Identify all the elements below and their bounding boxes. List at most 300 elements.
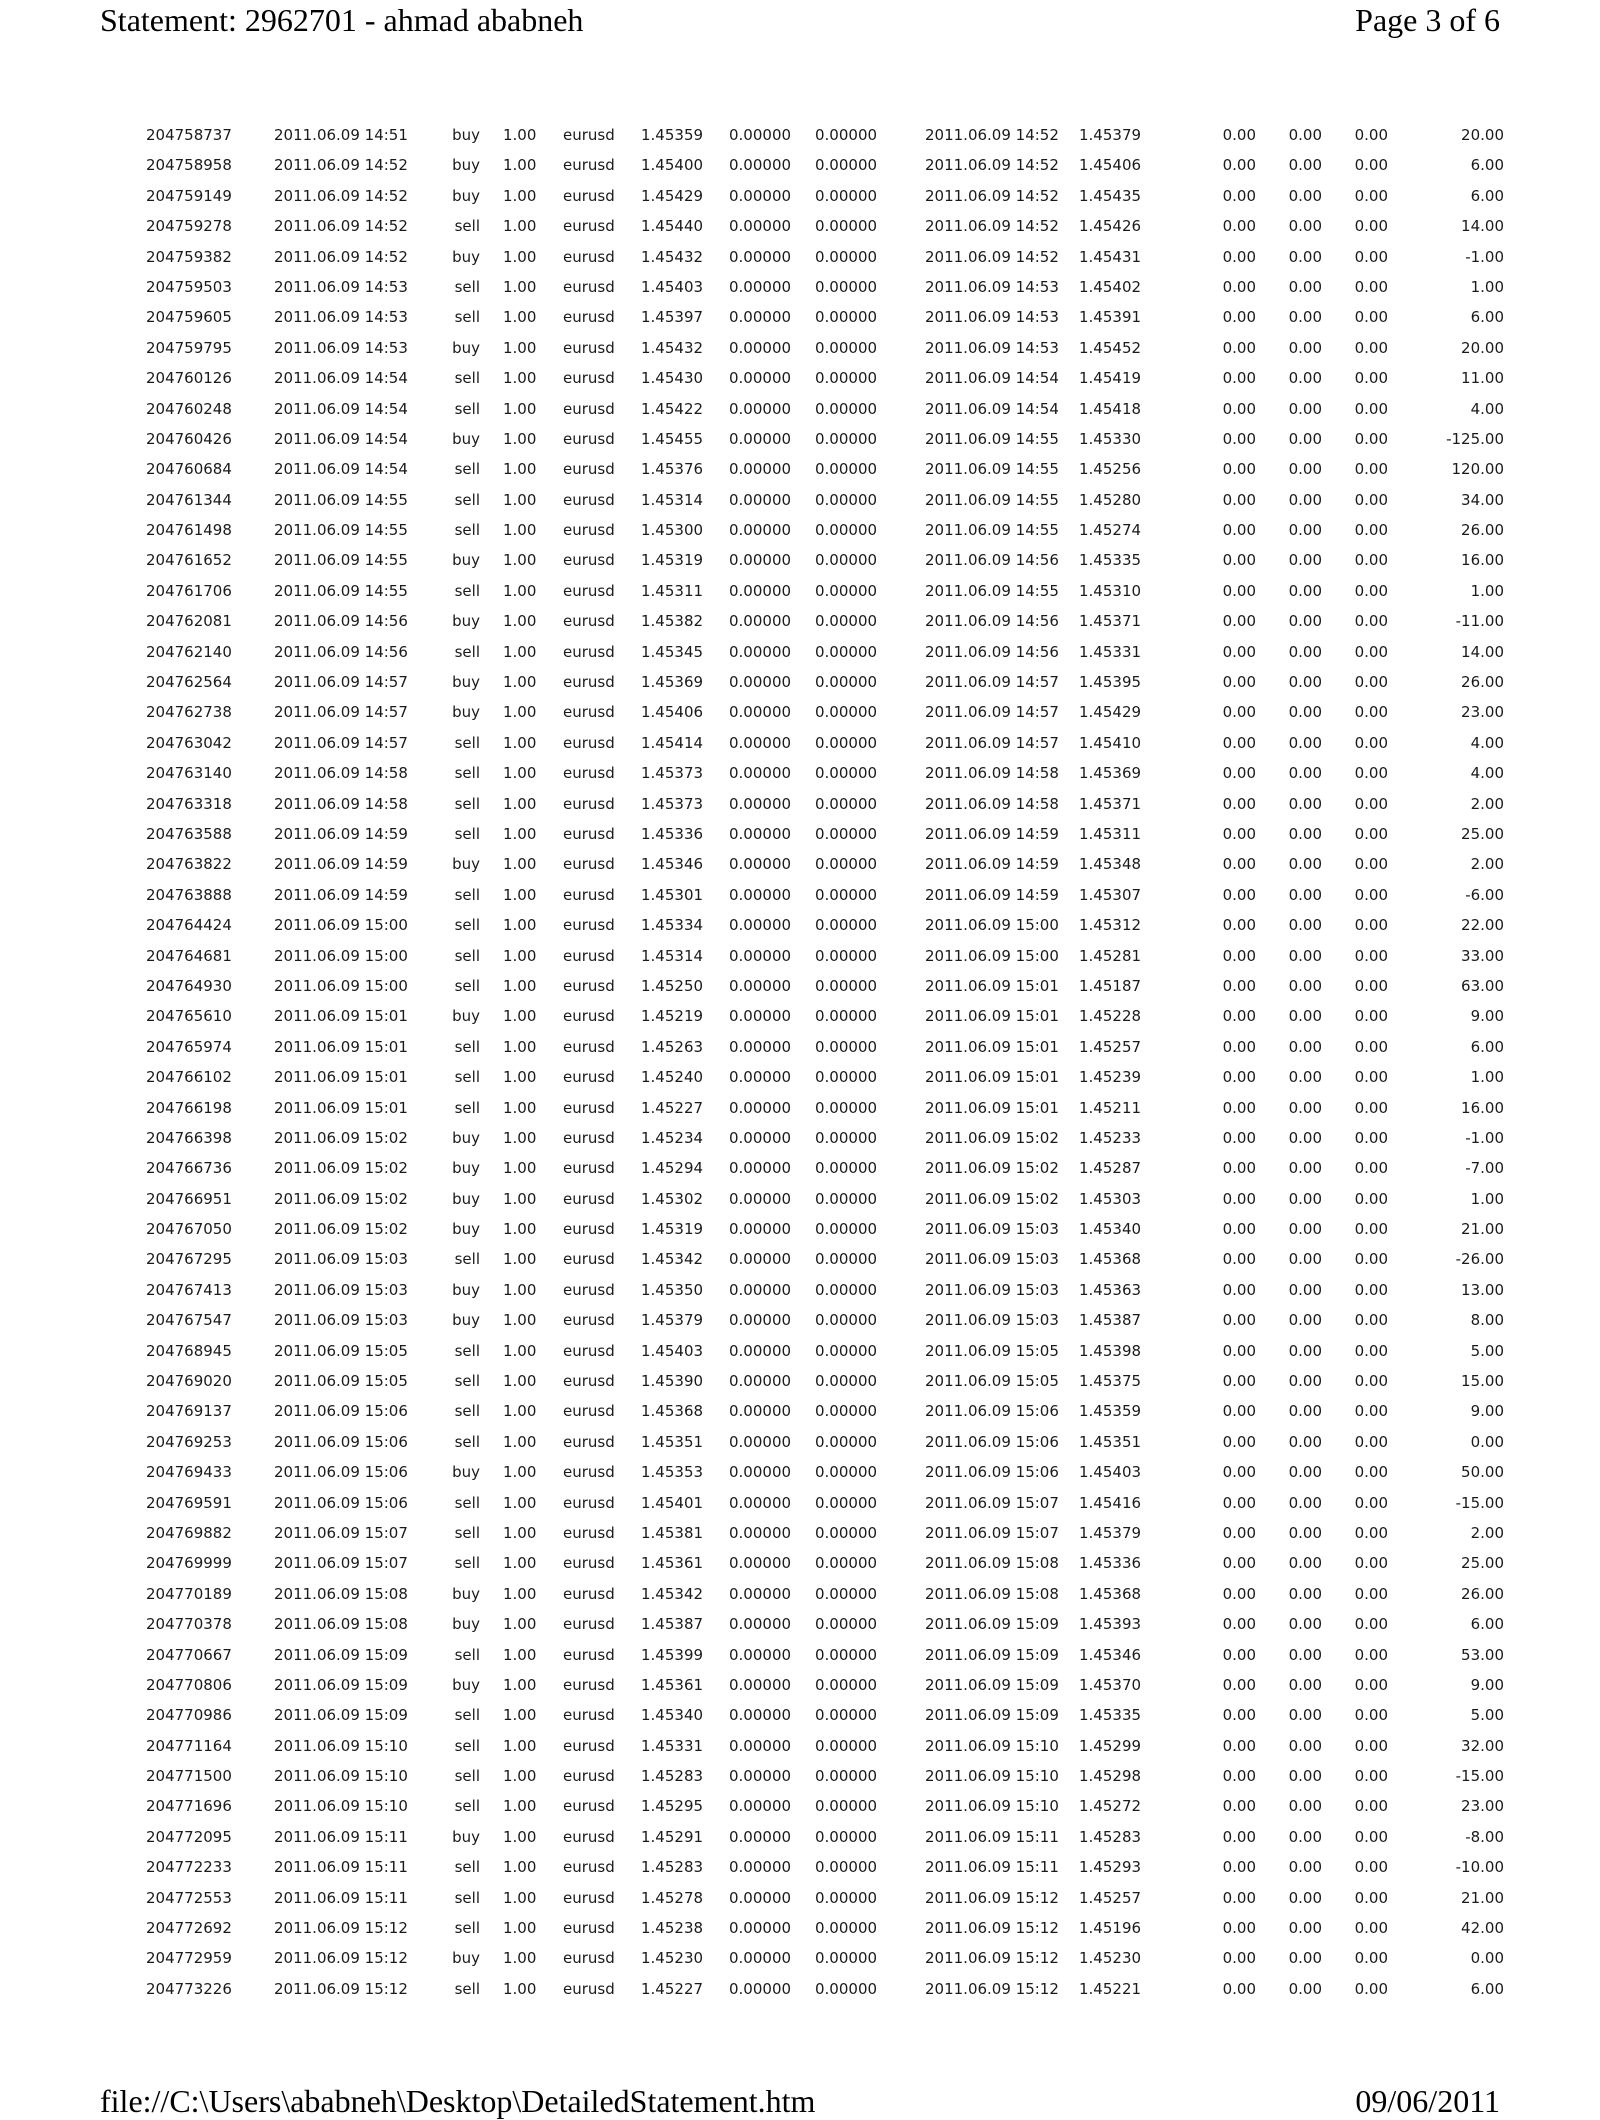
stop-loss-cell: 0.00000 [729, 673, 792, 692]
profit-cell: 5.00 [1470, 1341, 1504, 1360]
stop-loss-cell: 0.00000 [729, 460, 792, 479]
open-price-cell: 1.45336 [641, 824, 704, 843]
profit-cell: 6.00 [1470, 308, 1504, 327]
open-price-cell: 1.45230 [641, 1949, 704, 1968]
close-time-cell: 2011.06.09 15:09 [925, 1706, 1059, 1725]
close-time-cell: 2011.06.09 15:12 [925, 1888, 1059, 1907]
take-profit-cell: 0.00000 [815, 642, 878, 661]
table-row [0, 302, 1600, 332]
type-cell: sell [454, 581, 480, 600]
table-row [0, 1093, 1600, 1123]
profit-cell: 23.00 [1461, 1797, 1504, 1816]
table-row [0, 424, 1600, 454]
taxes-cell: 0.00 [1288, 186, 1322, 205]
type-cell: buy [452, 1311, 480, 1330]
type-cell: sell [454, 976, 480, 995]
size-cell: 1.00 [503, 186, 537, 205]
item-cell: eurusd [563, 916, 615, 935]
close-time-cell: 2011.06.09 14:53 [925, 308, 1059, 327]
open-price-cell: 1.45376 [641, 460, 704, 479]
profit-cell: 6.00 [1470, 1037, 1504, 1056]
close-time-cell: 2011.06.09 14:57 [925, 673, 1059, 692]
open-time-cell: 2011.06.09 15:08 [274, 1615, 408, 1634]
stop-loss-cell: 0.00000 [729, 1979, 792, 1998]
commission-cell: 0.00 [1222, 1706, 1256, 1725]
taxes-cell: 0.00 [1288, 521, 1322, 540]
type-cell: buy [452, 1220, 480, 1239]
ticket-cell: 204766198 [146, 1098, 232, 1117]
stop-loss-cell: 0.00000 [729, 824, 792, 843]
taxes-cell: 0.00 [1288, 1919, 1322, 1938]
profit-cell: 11.00 [1461, 369, 1504, 388]
close-price-cell: 1.45387 [1079, 1311, 1142, 1330]
profit-cell: 21.00 [1461, 1888, 1504, 1907]
item-cell: eurusd [563, 612, 615, 631]
commission-cell: 0.00 [1222, 1736, 1256, 1755]
size-cell: 1.00 [503, 1007, 537, 1026]
profit-cell: 13.00 [1461, 1280, 1504, 1299]
type-cell: sell [454, 1919, 480, 1938]
type-cell: sell [454, 1250, 480, 1269]
open-price-cell: 1.45432 [641, 338, 704, 357]
type-cell: buy [452, 338, 480, 357]
stop-loss-cell: 0.00000 [729, 338, 792, 357]
open-time-cell: 2011.06.09 15:02 [274, 1220, 408, 1239]
commission-cell: 0.00 [1222, 217, 1256, 236]
swap-cell: 0.00 [1354, 1706, 1388, 1725]
close-time-cell: 2011.06.09 14:54 [925, 399, 1059, 418]
table-row [0, 1579, 1600, 1609]
ticket-cell: 204767413 [146, 1280, 232, 1299]
profit-cell: 0.00 [1470, 1432, 1504, 1451]
swap-cell: 0.00 [1354, 1128, 1388, 1147]
close-time-cell: 2011.06.09 15:01 [925, 1007, 1059, 1026]
taxes-cell: 0.00 [1288, 1159, 1322, 1178]
close-time-cell: 2011.06.09 14:56 [925, 642, 1059, 661]
close-time-cell: 2011.06.09 14:59 [925, 855, 1059, 874]
ticket-cell: 204761344 [146, 490, 232, 509]
open-time-cell: 2011.06.09 15:09 [274, 1675, 408, 1694]
size-cell: 1.00 [503, 1827, 537, 1846]
stop-loss-cell: 0.00000 [729, 1372, 792, 1391]
taxes-cell: 0.00 [1288, 369, 1322, 388]
stop-loss-cell: 0.00000 [729, 1159, 792, 1178]
taxes-cell: 0.00 [1288, 126, 1322, 144]
swap-cell: 0.00 [1354, 1311, 1388, 1330]
commission-cell: 0.00 [1222, 916, 1256, 935]
profit-cell: -15.00 [1455, 1767, 1504, 1786]
type-cell: sell [454, 1706, 480, 1725]
close-price-cell: 1.45312 [1079, 916, 1142, 935]
open-time-cell: 2011.06.09 15:11 [274, 1827, 408, 1846]
taxes-cell: 0.00 [1288, 1341, 1322, 1360]
swap-cell: 0.00 [1354, 1767, 1388, 1786]
ticket-cell: 204770986 [146, 1706, 232, 1725]
ticket-cell: 204760126 [146, 369, 232, 388]
item-cell: eurusd [563, 277, 615, 296]
ticket-cell: 204764930 [146, 976, 232, 995]
swap-cell: 0.00 [1354, 1432, 1388, 1451]
ticket-cell: 204766951 [146, 1189, 232, 1208]
stop-loss-cell: 0.00000 [729, 1523, 792, 1542]
item-cell: eurusd [563, 1372, 615, 1391]
type-cell: sell [454, 824, 480, 843]
commission-cell: 0.00 [1222, 308, 1256, 327]
open-price-cell: 1.45400 [641, 156, 704, 175]
open-price-cell: 1.45359 [641, 126, 704, 144]
commission-cell: 0.00 [1222, 733, 1256, 752]
type-cell: sell [454, 277, 480, 296]
size-cell: 1.00 [503, 642, 537, 661]
commission-cell: 0.00 [1222, 824, 1256, 843]
taxes-cell: 0.00 [1288, 703, 1322, 722]
profit-cell: 2.00 [1470, 794, 1504, 813]
ticket-cell: 204772233 [146, 1858, 232, 1877]
taxes-cell: 0.00 [1288, 1979, 1322, 1998]
type-cell: buy [452, 855, 480, 874]
swap-cell: 0.00 [1354, 1919, 1388, 1938]
profit-cell: 6.00 [1470, 156, 1504, 175]
open-price-cell: 1.45382 [641, 612, 704, 631]
stop-loss-cell: 0.00000 [729, 946, 792, 965]
size-cell: 1.00 [503, 429, 537, 448]
taxes-cell: 0.00 [1288, 764, 1322, 783]
table-row [0, 1488, 1600, 1518]
commission-cell: 0.00 [1222, 1493, 1256, 1512]
ticket-cell: 204758958 [146, 156, 232, 175]
profit-cell: 34.00 [1461, 490, 1504, 509]
item-cell: eurusd [563, 976, 615, 995]
profit-cell: 16.00 [1461, 551, 1504, 570]
stop-loss-cell: 0.00000 [729, 217, 792, 236]
swap-cell: 0.00 [1354, 703, 1388, 722]
profit-cell: 16.00 [1461, 1098, 1504, 1117]
type-cell: buy [452, 1949, 480, 1968]
type-cell: sell [454, 460, 480, 479]
close-price-cell: 1.45196 [1079, 1919, 1142, 1938]
type-cell: buy [452, 673, 480, 692]
item-cell: eurusd [563, 1584, 615, 1603]
profit-cell: 5.00 [1470, 1706, 1504, 1725]
open-time-cell: 2011.06.09 14:55 [274, 551, 408, 570]
item-cell: eurusd [563, 1068, 615, 1087]
size-cell: 1.00 [503, 1797, 537, 1816]
commission-cell: 0.00 [1222, 976, 1256, 995]
size-cell: 1.00 [503, 1068, 537, 1087]
stop-loss-cell: 0.00000 [729, 1007, 792, 1026]
ticket-cell: 204759503 [146, 277, 232, 296]
swap-cell: 0.00 [1354, 1979, 1388, 1998]
table-row [0, 242, 1600, 272]
taxes-cell: 0.00 [1288, 976, 1322, 995]
commission-cell: 0.00 [1222, 551, 1256, 570]
commission-cell: 0.00 [1222, 1068, 1256, 1087]
take-profit-cell: 0.00000 [815, 581, 878, 600]
take-profit-cell: 0.00000 [815, 794, 878, 813]
stop-loss-cell: 0.00000 [729, 551, 792, 570]
commission-cell: 0.00 [1222, 855, 1256, 874]
commission-cell: 0.00 [1222, 1037, 1256, 1056]
close-time-cell: 2011.06.09 15:06 [925, 1402, 1059, 1421]
type-cell: buy [452, 429, 480, 448]
type-cell: sell [454, 1098, 480, 1117]
stop-loss-cell: 0.00000 [729, 521, 792, 540]
stop-loss-cell: 0.00000 [729, 1554, 792, 1573]
close-time-cell: 2011.06.09 14:53 [925, 277, 1059, 296]
open-price-cell: 1.45345 [641, 642, 704, 661]
size-cell: 1.00 [503, 338, 537, 357]
take-profit-cell: 0.00000 [815, 521, 878, 540]
table-row [0, 1214, 1600, 1244]
ticket-cell: 204760684 [146, 460, 232, 479]
swap-cell: 0.00 [1354, 247, 1388, 266]
take-profit-cell: 0.00000 [815, 824, 878, 843]
type-cell: sell [454, 369, 480, 388]
stop-loss-cell: 0.00000 [729, 1949, 792, 1968]
taxes-cell: 0.00 [1288, 824, 1322, 843]
size-cell: 1.00 [503, 1037, 537, 1056]
close-time-cell: 2011.06.09 14:54 [925, 369, 1059, 388]
type-cell: buy [452, 1007, 480, 1026]
table-row [0, 1275, 1600, 1305]
open-time-cell: 2011.06.09 15:10 [274, 1767, 408, 1786]
table-row [0, 1153, 1600, 1183]
ticket-cell: 204760248 [146, 399, 232, 418]
type-cell: sell [454, 946, 480, 965]
open-time-cell: 2011.06.09 14:52 [274, 247, 408, 266]
open-time-cell: 2011.06.09 15:10 [274, 1736, 408, 1755]
close-price-cell: 1.45230 [1079, 1949, 1142, 1968]
close-price-cell: 1.45233 [1079, 1128, 1142, 1147]
commission-cell: 0.00 [1222, 1189, 1256, 1208]
open-price-cell: 1.45361 [641, 1675, 704, 1694]
table-row [0, 1974, 1600, 2004]
taxes-cell: 0.00 [1288, 1463, 1322, 1482]
open-time-cell: 2011.06.09 14:58 [274, 794, 408, 813]
type-cell: sell [454, 916, 480, 935]
stop-loss-cell: 0.00000 [729, 1888, 792, 1907]
close-price-cell: 1.45335 [1079, 551, 1142, 570]
ticket-cell: 204771500 [146, 1767, 232, 1786]
take-profit-cell: 0.00000 [815, 277, 878, 296]
type-cell: sell [454, 1341, 480, 1360]
size-cell: 1.00 [503, 1098, 537, 1117]
type-cell: sell [454, 490, 480, 509]
table-row [0, 1731, 1600, 1761]
file-path: file://C:\Users\ababneh\Desktop\DetailedStatement.htm [100, 2083, 816, 2119]
item-cell: eurusd [563, 1706, 615, 1725]
type-cell: buy [452, 551, 480, 570]
ticket-cell: 204761652 [146, 551, 232, 570]
table-row [0, 1427, 1600, 1457]
close-price-cell: 1.45369 [1079, 764, 1142, 783]
commission-cell: 0.00 [1222, 247, 1256, 266]
type-cell: sell [454, 885, 480, 904]
taxes-cell: 0.00 [1288, 1736, 1322, 1755]
open-price-cell: 1.45331 [641, 1736, 704, 1755]
table-row [0, 1123, 1600, 1153]
item-cell: eurusd [563, 1797, 615, 1816]
close-time-cell: 2011.06.09 15:01 [925, 1098, 1059, 1117]
take-profit-cell: 0.00000 [815, 1523, 878, 1542]
close-price-cell: 1.45379 [1079, 1523, 1142, 1542]
open-price-cell: 1.45369 [641, 673, 704, 692]
open-time-cell: 2011.06.09 15:09 [274, 1706, 408, 1725]
table-row [0, 485, 1600, 515]
take-profit-cell: 0.00000 [815, 186, 878, 205]
ticket-cell: 204763822 [146, 855, 232, 874]
stop-loss-cell: 0.00000 [729, 976, 792, 995]
close-price-cell: 1.45371 [1079, 612, 1142, 631]
stop-loss-cell: 0.00000 [729, 612, 792, 631]
take-profit-cell: 0.00000 [815, 1706, 878, 1725]
swap-cell: 0.00 [1354, 1888, 1388, 1907]
open-time-cell: 2011.06.09 14:55 [274, 521, 408, 540]
size-cell: 1.00 [503, 1463, 537, 1482]
close-time-cell: 2011.06.09 15:11 [925, 1827, 1059, 1846]
size-cell: 1.00 [503, 369, 537, 388]
open-price-cell: 1.45414 [641, 733, 704, 752]
commission-cell: 0.00 [1222, 1675, 1256, 1694]
close-price-cell: 1.45395 [1079, 673, 1142, 692]
taxes-cell: 0.00 [1288, 1402, 1322, 1421]
open-time-cell: 2011.06.09 14:55 [274, 490, 408, 509]
close-price-cell: 1.45274 [1079, 521, 1142, 540]
taxes-cell: 0.00 [1288, 1372, 1322, 1391]
close-time-cell: 2011.06.09 15:12 [925, 1979, 1059, 1998]
ticket-cell: 204769253 [146, 1432, 232, 1451]
size-cell: 1.00 [503, 308, 537, 327]
close-time-cell: 2011.06.09 15:09 [925, 1645, 1059, 1664]
commission-cell: 0.00 [1222, 521, 1256, 540]
type-cell: sell [454, 1493, 480, 1512]
close-price-cell: 1.45346 [1079, 1645, 1142, 1664]
open-price-cell: 1.45351 [641, 1432, 704, 1451]
item-cell: eurusd [563, 338, 615, 357]
close-time-cell: 2011.06.09 14:52 [925, 156, 1059, 175]
close-time-cell: 2011.06.09 14:55 [925, 460, 1059, 479]
profit-cell: 32.00 [1461, 1736, 1504, 1755]
table-row [0, 150, 1600, 180]
taxes-cell: 0.00 [1288, 1584, 1322, 1603]
ticket-cell: 204772692 [146, 1919, 232, 1938]
taxes-cell: 0.00 [1288, 308, 1322, 327]
type-cell: sell [454, 794, 480, 813]
profit-cell: 25.00 [1461, 824, 1504, 843]
open-price-cell: 1.45397 [641, 308, 704, 327]
type-cell: sell [454, 642, 480, 661]
ticket-cell: 204772959 [146, 1949, 232, 1968]
profit-cell: 9.00 [1470, 1402, 1504, 1421]
close-price-cell: 1.45348 [1079, 855, 1142, 874]
swap-cell: 0.00 [1354, 338, 1388, 357]
ticket-cell: 204769137 [146, 1402, 232, 1421]
close-price-cell: 1.45330 [1079, 429, 1142, 448]
close-price-cell: 1.45351 [1079, 1432, 1142, 1451]
open-price-cell: 1.45250 [641, 976, 704, 995]
taxes-cell: 0.00 [1288, 156, 1322, 175]
profit-cell: 9.00 [1470, 1675, 1504, 1694]
profit-cell: 1.00 [1470, 1189, 1504, 1208]
ticket-cell: 204767050 [146, 1220, 232, 1239]
swap-cell: 0.00 [1354, 612, 1388, 631]
take-profit-cell: 0.00000 [815, 1584, 878, 1603]
size-cell: 1.00 [503, 490, 537, 509]
item-cell: eurusd [563, 1736, 615, 1755]
close-price-cell: 1.45211 [1079, 1098, 1142, 1117]
swap-cell: 0.00 [1354, 429, 1388, 448]
swap-cell: 0.00 [1354, 1098, 1388, 1117]
profit-cell: -7.00 [1465, 1159, 1504, 1178]
open-price-cell: 1.45240 [641, 1068, 704, 1087]
type-cell: buy [452, 612, 480, 631]
take-profit-cell: 0.00000 [815, 369, 878, 388]
item-cell: eurusd [563, 794, 615, 813]
close-time-cell: 2011.06.09 14:59 [925, 885, 1059, 904]
close-price-cell: 1.45336 [1079, 1554, 1142, 1573]
table-row [0, 1518, 1600, 1548]
item-cell: eurusd [563, 1767, 615, 1786]
take-profit-cell: 0.00000 [815, 399, 878, 418]
open-time-cell: 2011.06.09 15:05 [274, 1341, 408, 1360]
item-cell: eurusd [563, 642, 615, 661]
size-cell: 1.00 [503, 581, 537, 600]
close-time-cell: 2011.06.09 15:06 [925, 1463, 1059, 1482]
table-row [0, 849, 1600, 879]
taxes-cell: 0.00 [1288, 1189, 1322, 1208]
taxes-cell: 0.00 [1288, 490, 1322, 509]
open-time-cell: 2011.06.09 15:12 [274, 1919, 408, 1938]
item-cell: eurusd [563, 1007, 615, 1026]
item-cell: eurusd [563, 581, 615, 600]
size-cell: 1.00 [503, 1432, 537, 1451]
take-profit-cell: 0.00000 [815, 247, 878, 266]
commission-cell: 0.00 [1222, 794, 1256, 813]
take-profit-cell: 0.00000 [815, 916, 878, 935]
close-price-cell: 1.45239 [1079, 1068, 1142, 1087]
size-cell: 1.00 [503, 1615, 537, 1634]
table-row [0, 211, 1600, 241]
ticket-cell: 204759278 [146, 217, 232, 236]
open-price-cell: 1.45227 [641, 1098, 704, 1117]
close-time-cell: 2011.06.09 15:09 [925, 1675, 1059, 1694]
taxes-cell: 0.00 [1288, 1645, 1322, 1664]
size-cell: 1.00 [503, 551, 537, 570]
open-time-cell: 2011.06.09 14:52 [274, 156, 408, 175]
open-time-cell: 2011.06.09 15:12 [274, 1979, 408, 1998]
type-cell: sell [454, 764, 480, 783]
ticket-cell: 204762081 [146, 612, 232, 631]
close-time-cell: 2011.06.09 15:07 [925, 1523, 1059, 1542]
taxes-cell: 0.00 [1288, 399, 1322, 418]
size-cell: 1.00 [503, 1128, 537, 1147]
open-time-cell: 2011.06.09 14:53 [274, 277, 408, 296]
close-time-cell: 2011.06.09 15:05 [925, 1372, 1059, 1391]
close-price-cell: 1.45228 [1079, 1007, 1142, 1026]
type-cell: sell [454, 1797, 480, 1816]
open-time-cell: 2011.06.09 14:59 [274, 885, 408, 904]
size-cell: 1.00 [503, 1645, 537, 1664]
item-cell: eurusd [563, 946, 615, 965]
take-profit-cell: 0.00000 [815, 976, 878, 995]
close-time-cell: 2011.06.09 14:59 [925, 824, 1059, 843]
size-cell: 1.00 [503, 126, 537, 144]
item-cell: eurusd [563, 1554, 615, 1573]
ticket-cell: 204773226 [146, 1979, 232, 1998]
commission-cell: 0.00 [1222, 1402, 1256, 1421]
commission-cell: 0.00 [1222, 673, 1256, 692]
ticket-cell: 204765974 [146, 1037, 232, 1056]
